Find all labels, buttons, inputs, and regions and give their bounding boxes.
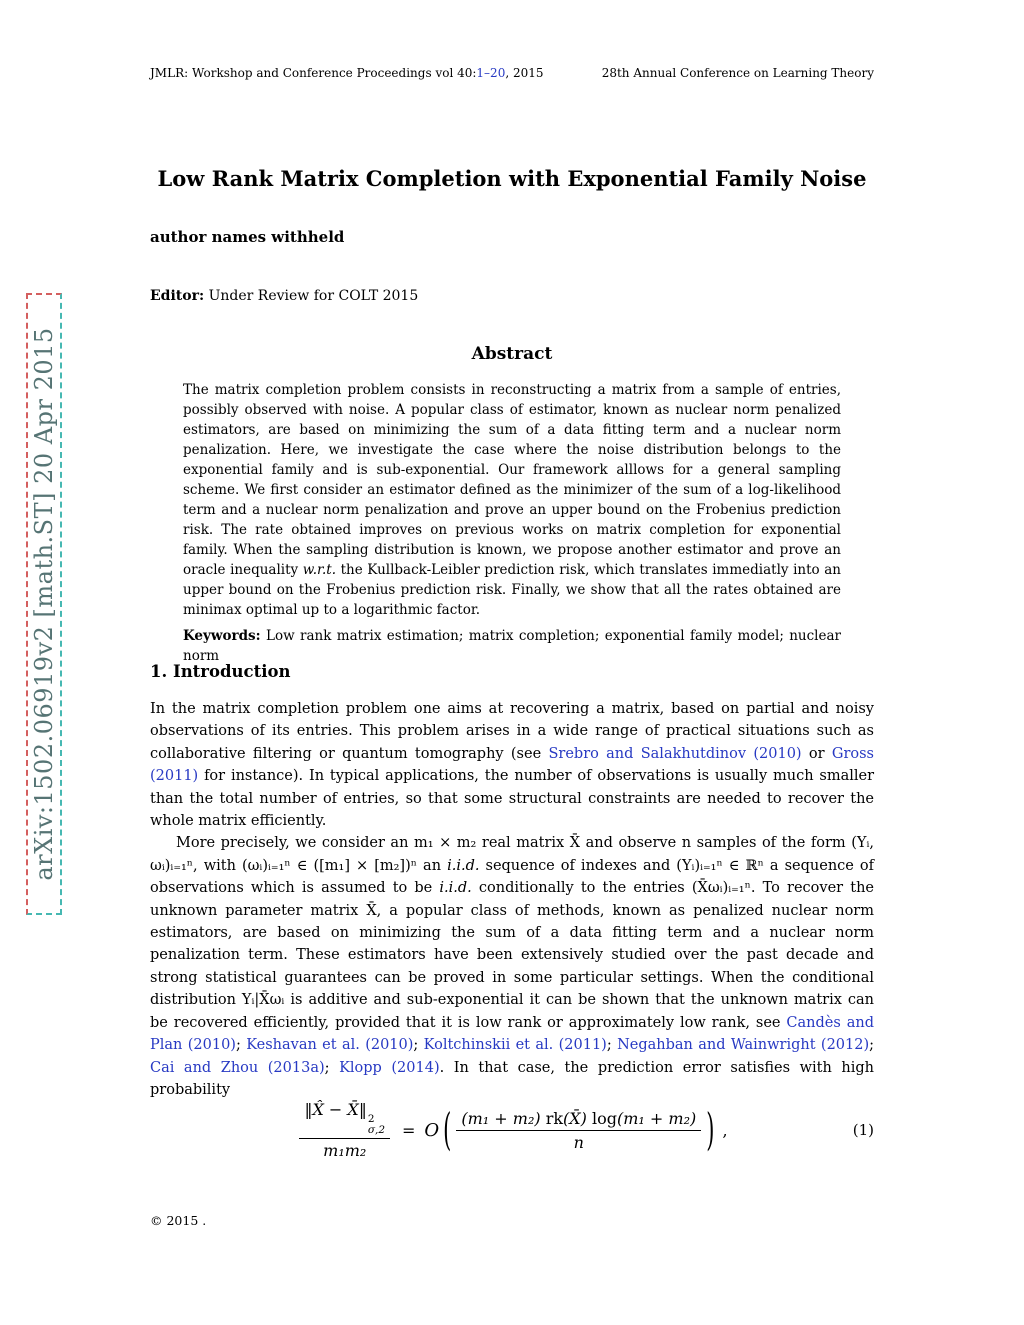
editor-value: Under Review for COLT 2015 bbox=[204, 288, 419, 304]
abstract-heading: Abstract bbox=[471, 344, 553, 364]
paragraph-text: More precisely, we consider an m₁ × m₂ real matrix X̄ and observe n samples of the form (Yᵢ, ωᵢ)ᵢ₌₁ⁿ, with (ωᵢ)ᵢ₌₁ⁿ ∈ ([m₁] × [m₂])ⁿ an bbox=[150, 835, 874, 874]
citation-link[interactable]: Negahban and Wainwright (2012) bbox=[617, 1037, 870, 1054]
iid-italic: i.i.d. bbox=[447, 857, 480, 874]
close-paren: ) bbox=[706, 1104, 715, 1156]
equation-body bbox=[296, 1100, 727, 1160]
log-operator: log bbox=[592, 1108, 618, 1128]
arxiv-stamp-link[interactable]: arXiv:1502.06919v2 [math.ST] 20 Apr 2015 bbox=[30, 327, 58, 881]
paragraph-text: ; bbox=[606, 1037, 618, 1054]
author-line: author names withheld bbox=[150, 228, 345, 246]
lhs-denominator-text: m₁m₂ bbox=[323, 1141, 367, 1161]
citation-link[interactable]: Keshavan et al. (2010) bbox=[246, 1037, 414, 1054]
running-header bbox=[150, 66, 874, 80]
paragraph-text: ; bbox=[413, 1037, 424, 1054]
rhs-num-segment: (m₁ + m₂) bbox=[617, 1108, 697, 1128]
display-equation-1 bbox=[150, 1092, 874, 1168]
copyright-footer: © 2015 . bbox=[150, 1213, 207, 1228]
paragraph-text: ; bbox=[324, 1059, 340, 1076]
keywords-label: Keywords: bbox=[183, 628, 261, 644]
abstract-segment: The matrix completion problem consists in reconstructing a matrix from a sample of entries, possibly observed with noise. A popular class of estimator, known as nuclear norm penalized estimators, are based on minimizing the sum of a data fitting term and a nuclear norm penalization. Here, we investigate the case where the noise distribution belongs to the exponential family and is sub-exponential. Our framework alllows for a general sampling scheme. We first consider an estimator defined as the minimizer of the sum of a log-likelihood term and a nuclear norm penalization and prove an upper bound on the Frobenius prediction risk. The rate obtained improves on previous works on matrix completion for exponential family. When the sampling distribution is known, we propose another estimator and prove an oracle inequality bbox=[183, 382, 841, 578]
introduction-section bbox=[150, 662, 874, 1101]
norm-superscript: 2 bbox=[367, 1112, 375, 1125]
paragraph-text: for instance). In typical applications, the number of observations is usually much smaller than the total number of entries, so that some structural constraints are needed to recover the whole matrix efficiently. bbox=[150, 768, 874, 830]
paragraph-text: or bbox=[801, 745, 832, 762]
arxiv-stamp-box bbox=[26, 293, 62, 915]
page-range-link[interactable]: 1–20 bbox=[476, 66, 506, 80]
rank-operator: rk bbox=[545, 1108, 564, 1128]
equation-lhs-denominator bbox=[323, 1139, 366, 1160]
citation-link[interactable]: Koltchinskii et al. (2011) bbox=[423, 1037, 607, 1054]
editor-line bbox=[150, 288, 874, 304]
abstract-wrt-italic: w.r.t. bbox=[302, 562, 336, 578]
abstract-segment: the Kullback-Leibler prediction risk, which translates immediatly into an upper bound on the Frobenius prediction risk. Finally, we show that all the rates obtained are minimax optimal up to a logarithmic factor. bbox=[183, 562, 842, 618]
paragraph-text: ; bbox=[869, 1037, 875, 1054]
paragraph-text: sequence of indexes and (Yᵢ)ᵢ₌₁ⁿ ∈ ℝⁿ a sequence of observations which is assumed to be bbox=[150, 857, 875, 897]
citation-link[interactable]: Srebro and Salakhutdinov (2010) bbox=[548, 745, 802, 762]
rhs-denominator-text: n bbox=[573, 1132, 584, 1152]
abstract-text bbox=[183, 380, 841, 620]
equals-sign: = bbox=[402, 1120, 416, 1140]
open-paren: ( bbox=[443, 1104, 452, 1156]
citation-link[interactable]: Candès and Plan (2010) bbox=[150, 1014, 874, 1054]
keywords-text: Low rank matrix estimation; matrix completion; exponential family model; nuclear norm bbox=[183, 628, 841, 664]
equation-lhs-numerator bbox=[299, 1100, 390, 1139]
citation-link[interactable]: Klopp (2014) bbox=[339, 1059, 440, 1076]
equation-rhs-denominator bbox=[574, 1131, 584, 1152]
equation-tag: (1) bbox=[852, 1121, 874, 1139]
intro-paragraph-1 bbox=[150, 698, 874, 832]
trailing-comma: , bbox=[722, 1120, 728, 1140]
journal-line-pre: JMLR: Workshop and Conference Proceedings vol 40: bbox=[150, 66, 477, 80]
rhs-num-segment: (X̄) bbox=[563, 1108, 593, 1128]
citation-link[interactable]: Gross (2011) bbox=[150, 745, 874, 785]
rhs-num-segment: (m₁ + m₂) bbox=[461, 1108, 546, 1128]
equation-rhs-numerator bbox=[456, 1109, 701, 1131]
paragraph-text: . In that case, the prediction error satisfies with high probability bbox=[150, 1059, 874, 1098]
citation-link[interactable]: Cai and Zhou (2013a) bbox=[150, 1059, 325, 1076]
journal-line-post: , 2015 bbox=[505, 66, 544, 80]
paper-title: Low Rank Matrix Completion with Exponential Family Noise bbox=[157, 166, 867, 191]
norm-expression: ‖X̂ − X̄‖ bbox=[304, 1099, 367, 1119]
equation-lhs-fraction bbox=[299, 1100, 390, 1160]
norm-subscript: σ,2 bbox=[367, 1124, 385, 1136]
paragraph-text: conditionally to the entries (X̄ωᵢ)ᵢ₌₁ⁿ. To recover the unknown parameter matrix X̄, a popular class of methods, known as penalized nuclear norm estimators, are based on minimizing the sum of a data fitting term and a nuclear norm penalization term. These estimators have been extensively studied over the past decade and strong statistical guarantees can be proved in some particular settings. When the conditional distribution Yᵢ|X̄ωᵢ is additive and sub-exponential it can be shown that the unknown matrix can be recovered efficiently, provided that it is low rank or approximately low rank, see bbox=[150, 880, 874, 1031]
editor-label: Editor: bbox=[150, 288, 205, 304]
abstract-section bbox=[150, 344, 874, 666]
paragraph-text: ; bbox=[235, 1037, 247, 1054]
norm-scripts bbox=[368, 1114, 385, 1136]
paragraph-text: In the matrix completion problem one aims at recovering a matrix, based on partial and noisy observations of its entries. This problem arises in a wide range of practical situations such as collaborative filtering or quantum tomography (see bbox=[150, 701, 874, 762]
iid-italic: i.i.d. bbox=[439, 880, 472, 897]
intro-paragraph-2 bbox=[150, 832, 874, 1101]
conference-name: 28th Annual Conference on Learning Theory bbox=[601, 66, 874, 80]
journal-line bbox=[150, 66, 544, 80]
keywords-line bbox=[183, 626, 841, 666]
equation-rhs-fraction bbox=[456, 1109, 701, 1152]
big-o-operator: O bbox=[424, 1119, 440, 1141]
section-heading-introduction: 1. Introduction bbox=[150, 662, 291, 681]
